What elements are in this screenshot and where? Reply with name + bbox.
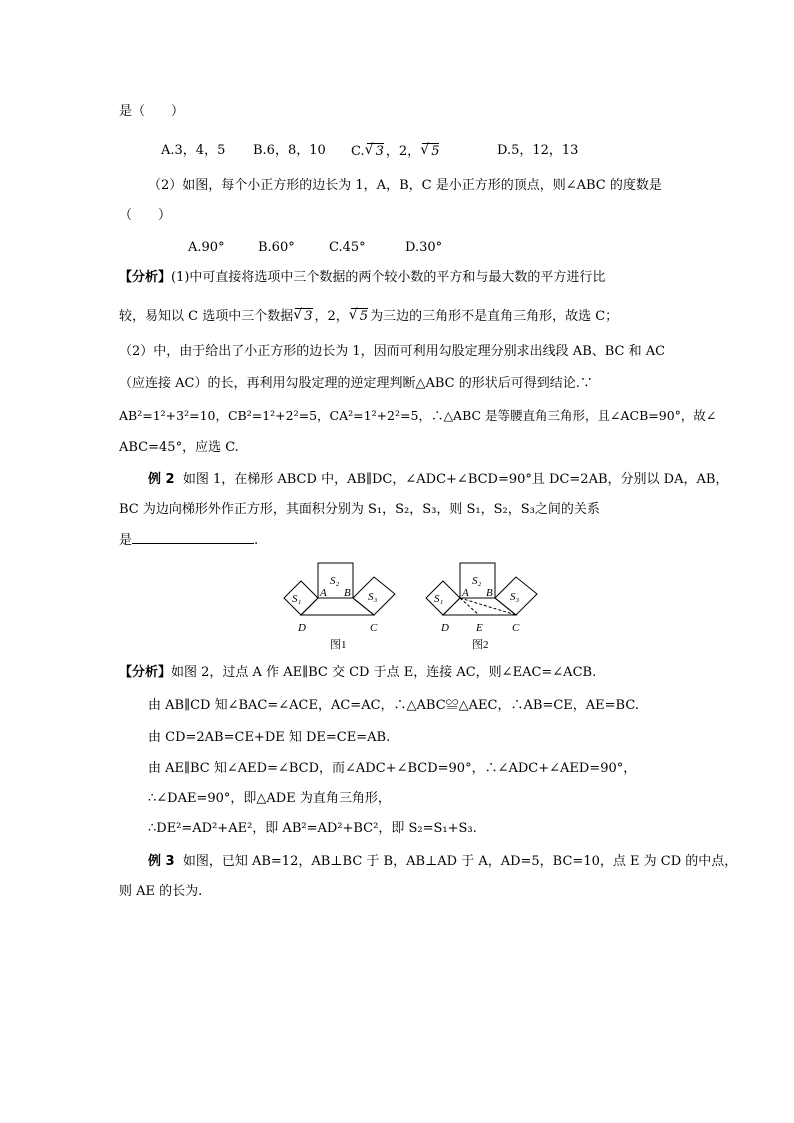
fig1-label-s1: S₁ xyxy=(292,593,302,605)
fig1-label-c: C xyxy=(370,622,378,634)
fig2-label-s3: S₃ xyxy=(510,591,520,603)
fig2-caption: 图2 xyxy=(472,639,489,651)
fig1-label-s3: S₃ xyxy=(368,591,378,603)
q2-stem-line2: （ ） xyxy=(119,208,172,223)
analysis2-text1: 如图 2，过点 A 作 AE∥BC 交 CD 于点 E，连接 AC，则∠EAC=∠ACB. xyxy=(171,665,597,680)
q2-option-b: B.60° xyxy=(258,240,295,255)
fig1-label-b: B xyxy=(344,587,351,599)
q1-option-d: D.5，12，13 xyxy=(497,143,579,158)
figure-trapezoid-squares xyxy=(280,560,550,656)
figure-1 xyxy=(284,563,395,615)
analysis1-line6: ABC=45°，应选 C. xyxy=(119,440,239,455)
example3-line2: 则 AE 的长为. xyxy=(119,884,203,899)
analysis1-line2 xyxy=(119,308,618,325)
fig2-label-d: D xyxy=(441,622,449,634)
analysis2-line5: ∴∠DAE=90°，即△ADE 为直角三角形， xyxy=(148,791,391,806)
sqrt5-inline: √ 5 xyxy=(351,308,368,324)
q2-options xyxy=(188,240,468,258)
analysis1-line5: AB²=1²+3²=10，CB²=1²+2²=5，CA²=1²+2²=5，∴△ABC 是等腰直角三角形，且∠ACB=90°，故∠ xyxy=(119,408,717,423)
fig1-label-s2: S₂ xyxy=(330,575,340,587)
q1-option-c-prefix: C. xyxy=(351,144,365,159)
example2-suffix: . xyxy=(254,533,259,548)
q1-option-c xyxy=(351,143,441,160)
q1-options xyxy=(161,143,621,163)
analysis2-line4: 由 AE∥BC 知∠AED=∠BCD，而∠ADC+∠BCD=90°，∴∠ADC+∠AED=90°， xyxy=(148,761,637,776)
example3-text1: 如图，已知 AB=12，AB⊥BC 于 B，AB⊥AD 于 A，AD=5，BC=10，点 E 为 CD 的中点， xyxy=(182,854,738,869)
fig2-label-e: E xyxy=(476,622,483,634)
q2-option-d: D.30° xyxy=(405,240,443,255)
sqrt5: √ 5 xyxy=(422,143,439,159)
figure-2 xyxy=(426,563,537,615)
analysis1-text2-post: 为三边的三角形不是直角三角形，故选 C； xyxy=(370,309,619,324)
analysis2-line3: 由 CD=2AB=CE+DE 知 DE=CE=AB. xyxy=(148,730,391,745)
analysis1-text2-pre: 较，易知以 C 选项中三个数据 xyxy=(119,309,294,324)
fig2-label-a: A xyxy=(462,587,469,599)
fig2-label-s2: S₂ xyxy=(472,575,482,587)
q2-option-a: A.90° xyxy=(188,240,225,255)
example3-line1 xyxy=(148,854,737,870)
analysis1-text2-mid: ，2， xyxy=(314,309,349,324)
fig2-dashed-ae xyxy=(460,598,479,615)
analysis2-line1 xyxy=(119,665,596,681)
example2-line2: BC 为边向梯形外作正方形，其面积分别为 S₁，S₂，S₃，则 S₁，S₂，S₃之间的关系 xyxy=(119,502,600,517)
q1-stem-end: 是（ ） xyxy=(119,104,185,119)
analysis1-line3: （2）中，由于给出了小正方形的边长为 1，因而可利用勾股定理分别求出线段 AB、BC 和 AC xyxy=(119,344,666,359)
example2-text1: 如图 1，在梯形 ABCD 中，AB∥DC，∠ADC+∠BCD=90°且 DC=2AB，分别以 DA，AB， xyxy=(182,472,729,487)
q1-option-b: B.6，8，10 xyxy=(253,143,326,158)
analysis1-line1 xyxy=(119,270,605,286)
example2-line1 xyxy=(148,472,728,488)
example2-tag: 例 2 xyxy=(148,472,175,487)
example2-line3 xyxy=(119,531,258,549)
answer-blank xyxy=(132,531,254,544)
analysis2-line2: 由 AB∥CD 知∠BAC=∠ACE，AC=AC，∴△ABC≌△AEC，∴AB=CE，AE=BC. xyxy=(148,698,639,713)
example3-tag: 例 3 xyxy=(148,854,175,869)
q2-option-c: C.45° xyxy=(329,240,366,255)
q2-stem-line1: （2）如图，每个小正方形的边长为 1，A，B，C 是小正方形的顶点，则∠ABC 的度数是 xyxy=(148,178,662,193)
fig2-label-s1: S₁ xyxy=(434,593,444,605)
analysis1-text1: (1)中可直接将选项中三个数据的两个较小数的平方和与最大数的平方进行比 xyxy=(171,270,606,285)
q1-option-a: A.3，4，5 xyxy=(161,143,226,158)
example2-prefix: 是 xyxy=(119,533,133,548)
sqrt3-inline: √ 3 xyxy=(295,308,312,324)
fig1-caption: 图1 xyxy=(330,639,347,651)
analysis1-line4: （应连接 AC）的长，再利用勾股定理的逆定理判断△ABC 的形状后可得到结论.∵ xyxy=(119,376,593,391)
fig2-label-c: C xyxy=(512,622,520,634)
analysis2-tag: 【分析】 xyxy=(119,665,172,680)
analysis1-tag: 【分析】 xyxy=(119,270,172,285)
fig1-label-a: A xyxy=(320,587,327,599)
fig1-label-d: D xyxy=(298,622,306,634)
q1-option-c-mid: ，2， xyxy=(385,144,421,159)
fig2-dashed-ac xyxy=(460,598,516,615)
analysis2-line6: ∴DE²=AD²+AE²，即 AB²=AD²+BC²，即 S₂=S₁+S₃. xyxy=(148,821,477,836)
fig2-label-b: B xyxy=(486,587,493,599)
sqrt3: √ 3 xyxy=(367,143,384,159)
